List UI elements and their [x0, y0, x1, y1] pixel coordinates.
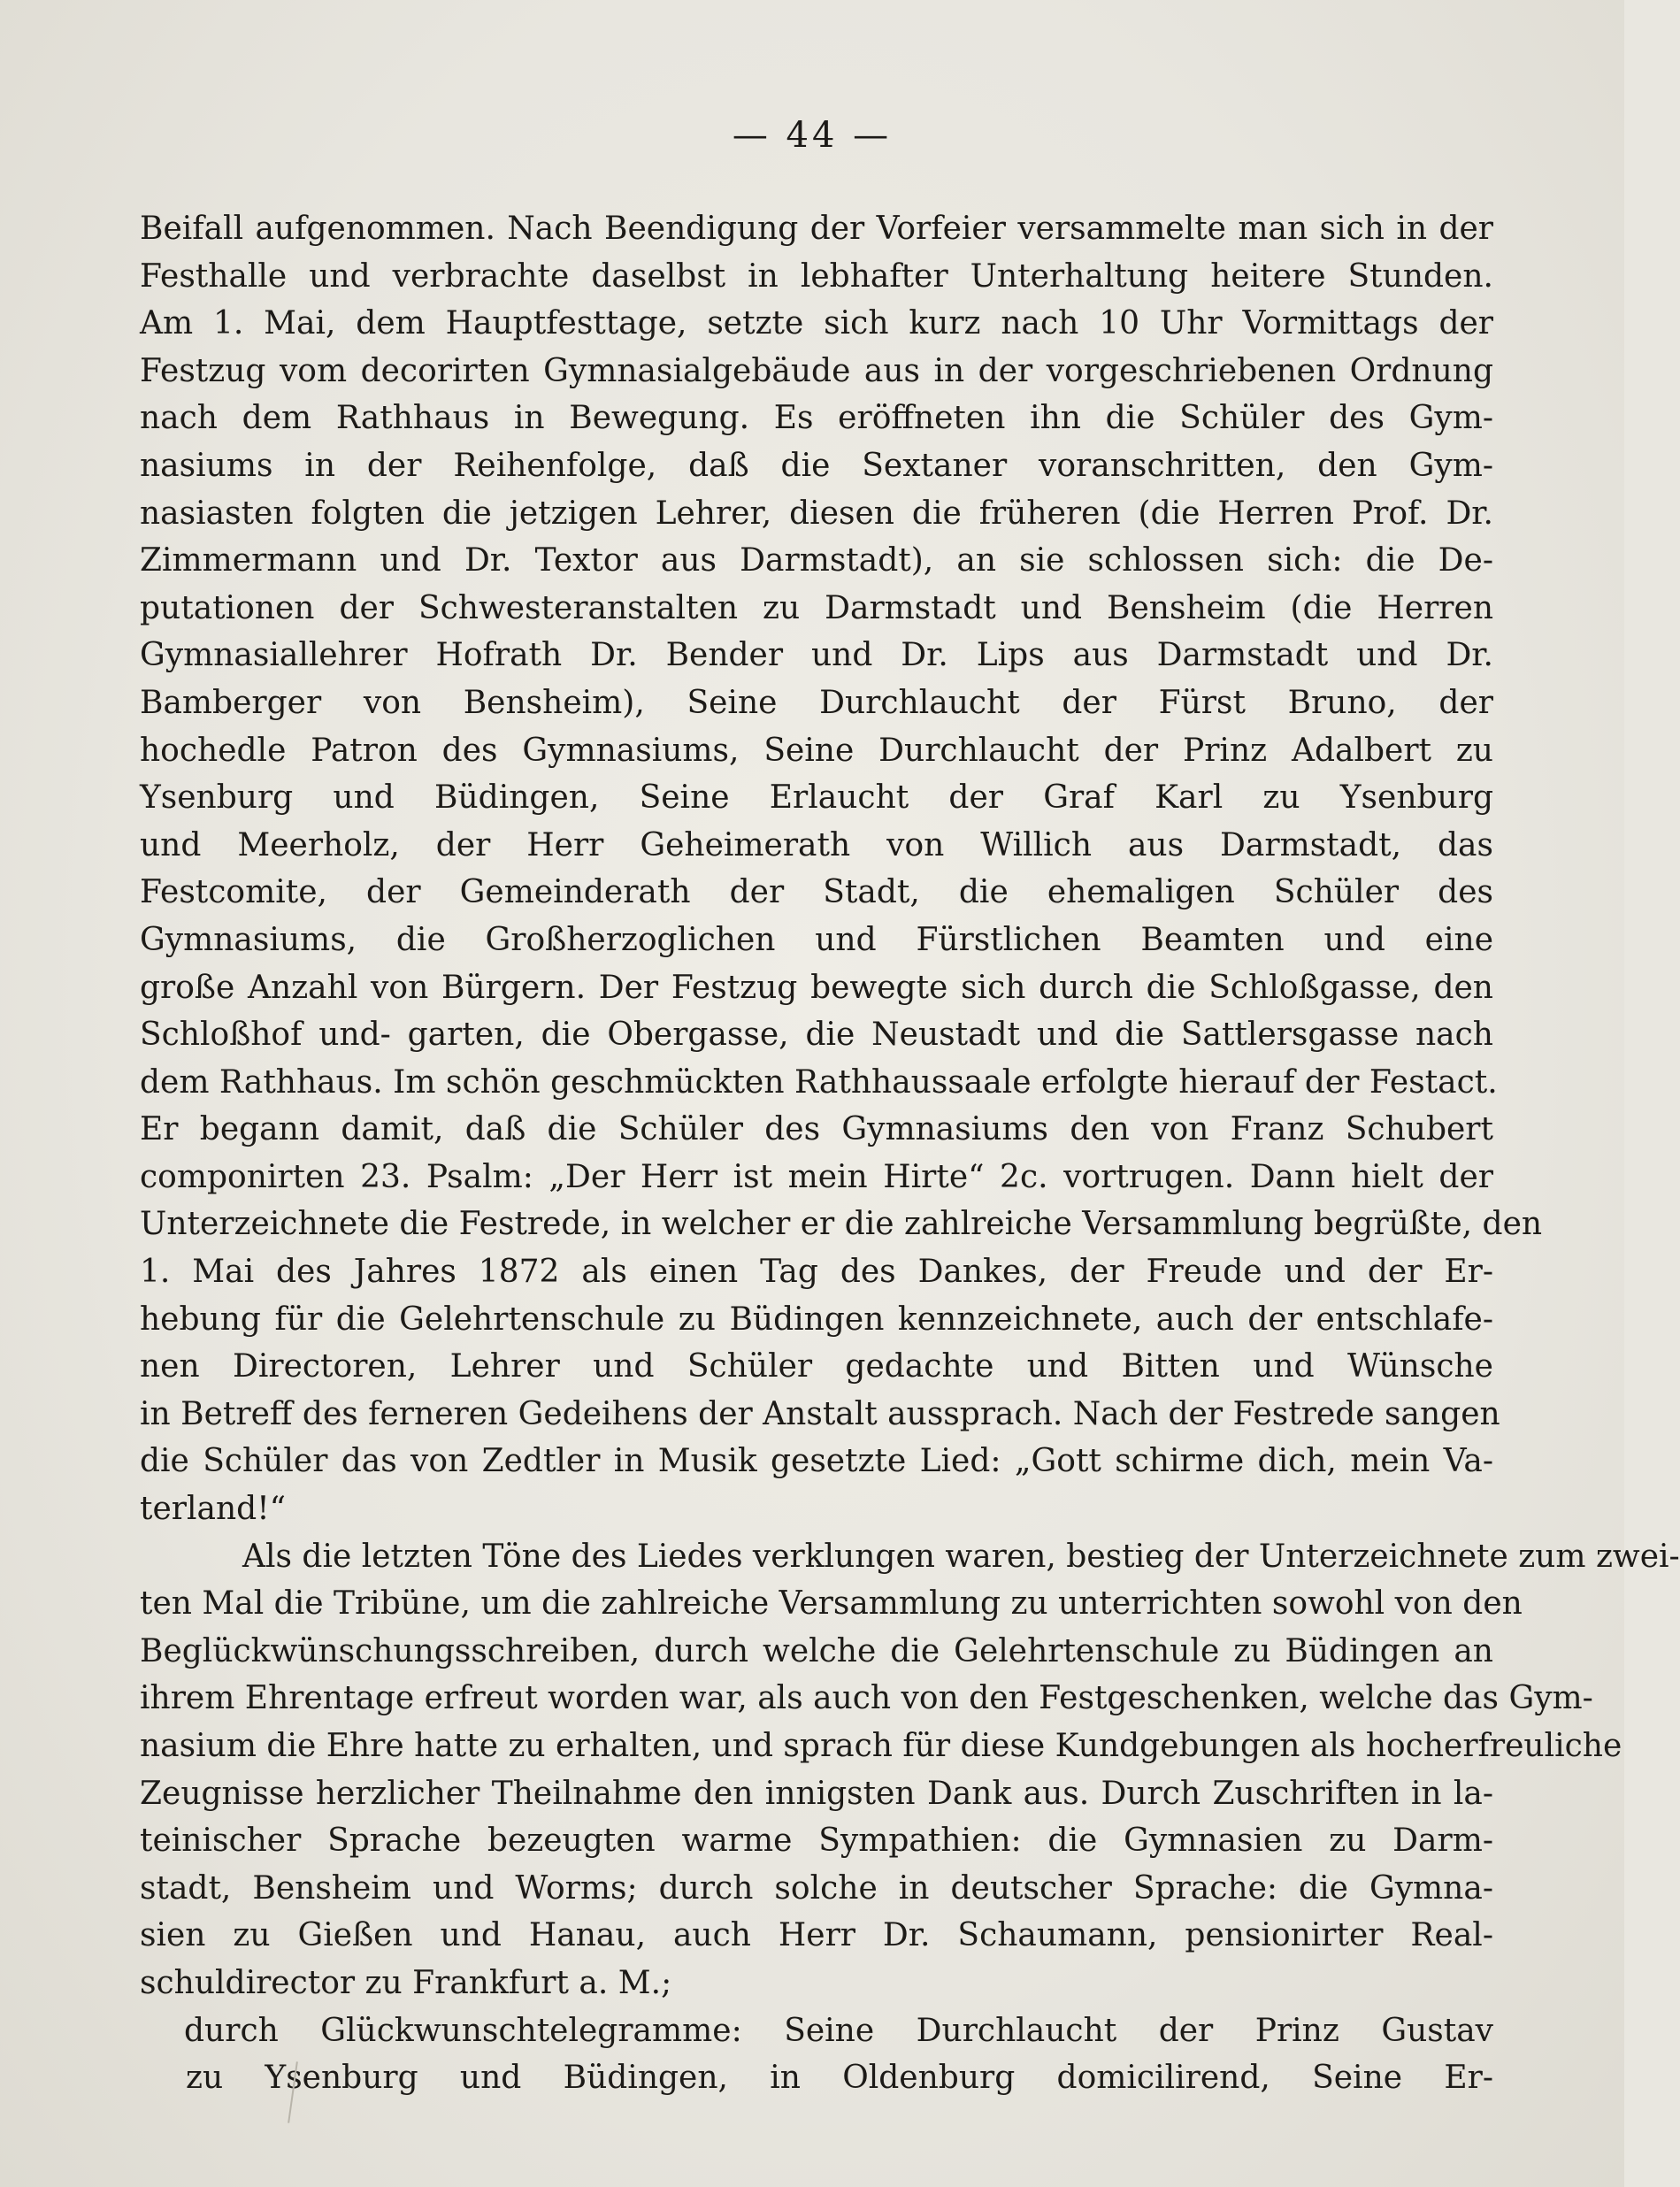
text-line: Zeugnisse herzlicher Theilnahme den innigsten Dank aus. Durch Zuschriften in la- [140, 1775, 1493, 1812]
text-line: die Schüler das von Zedtler in Musik gesetzte Lied: „Gott schirme dich, mein Va- [140, 1443, 1493, 1480]
body-text [140, 205, 1680, 2102]
text-line: Er begann damit, daß die Schüler des Gymnasiums den von Franz Schubert [140, 1111, 1493, 1148]
text-line: Beifall aufgenommen. Nach Beendigung der Vorfeier versammelte man sich in der [140, 211, 1493, 247]
page-number: — 44 — [732, 115, 893, 156]
text-line: in Betreff des ferneren Gedeihens der Anstalt aussprach. Nach der Festrede sangen [140, 1395, 1500, 1432]
text-line: nasium die Ehre hatte zu erhalten, und sprach für diese Kundgebungen als hocherfreuliche [140, 1728, 1622, 1764]
text-line: Ysenburg und Büdingen, Seine Erlaucht der Graf Karl zu Ysenburg [140, 779, 1493, 817]
text-line: terland!“ [140, 1491, 287, 1528]
paragraph-2 [140, 1533, 1680, 2007]
text-line: Festcomite, der Gemeinderath der Stadt, die ehemaligen Schüler des [140, 874, 1493, 911]
text-line: nen Directoren, Lehrer und Schüler gedachte und Bitten und Wünsche [140, 1348, 1493, 1385]
text-line: hochedle Patron des Gymnasiums, Seine Durchlaucht der Prinz Adalbert zu [140, 732, 1493, 769]
text-line: componirten 23. Psalm: „Der Herr ist mein Hirte“ 2c. vortrugen. Dann hielt der [140, 1158, 1493, 1195]
text-line: und Meerholz, der Herr Geheimerath von Willich aus Darmstadt, das [140, 826, 1493, 863]
text-line: Bamberger von Bensheim), Seine Durchlaucht der Fürst Bruno, der [140, 684, 1493, 721]
text-line: Unterzeichnete die Festrede, in welcher er die zahlreiche Versammlung begrüßte, den [140, 1206, 1543, 1243]
text-line: Festzug vom decorirten Gymnasialgebäude aus in der vorgeschriebenen Ordnung [140, 352, 1493, 389]
paragraph-3 [140, 2007, 1493, 2102]
text-line: hebung für die Gelehrtenschule zu Büdingen kennzeichnete, auch der entschlafe- [140, 1301, 1493, 1338]
text-line: Gymnasiums, die Großherzoglichen und Fürstlichen Beamten und eine [140, 921, 1493, 958]
text-line: zu Ysenburg und Büdingen, in Oldenburg domicilirend, Seine Er- [186, 2060, 1493, 2097]
text-line: nasiums in der Reihenfolge, daß die Sextaner voranschritten, den Gym- [140, 447, 1493, 484]
text-line: sien zu Gießen und Hanau, auch Herr Dr. Schaumann, pensionirter Real- [140, 1917, 1493, 1954]
text-line: dem Rathhaus. Im schön geschmückten Rathhaussaale erfolgte hierauf der Festact. [140, 1063, 1498, 1101]
text-line: ten Mal die Tribüne, um die zahlreiche Versammlung zu unterrichten sowohl von den [140, 1585, 1523, 1623]
text-line: große Anzahl von Bürgern. Der Festzug bewegte sich durch die Schloßgasse, den [140, 969, 1493, 1006]
text-line: Am 1. Mai, dem Hauptfesttage, setzte sich kurz nach 10 Uhr Vormittags der [140, 305, 1493, 342]
text-line: durch Glückwunschtelegramme: Seine Durchlaucht der Prinz Gustav [184, 2012, 1493, 2049]
text-line: schuldirector zu Frankfurt a. M.; [140, 1964, 672, 2001]
text-line: nach dem Rathhaus in Bewegung. Es eröffneten ihn die Schüler des Gym- [140, 400, 1493, 437]
text-line: Als die letzten Töne des Liedes verklungen waren, bestieg der Unterzeichnete zum zwei- [242, 1538, 1680, 1575]
text-line: Beglückwünschungsschreiben, durch welche die Gelehrtenschule zu Büdingen an [140, 1632, 1493, 1669]
text-line: Festhalle und verbrachte daselbst in lebhafter Unterhaltung heitere Stunden. [140, 257, 1493, 295]
text-line: putationen der Schwesteranstalten zu Darmstadt und Bensheim (die Herren [140, 589, 1493, 626]
text-line: ihrem Ehrentage erfreut worden war, als auch von den Festgeschenken, welche das Gym- [140, 1680, 1593, 1717]
text-line: Schloßhof und- garten, die Obergasse, die Neustadt und die Sattlersgasse nach [140, 1017, 1493, 1054]
text-line: nasiasten folgten die jetzigen Lehrer, diesen die früheren (die Herren Prof. Dr. [140, 495, 1493, 532]
text-line: Gymnasiallehrer Hofrath Dr. Bender und Dr. Lips aus Darmstadt und Dr. [140, 637, 1493, 674]
text-line: 1. Mai des Jahres 1872 als einen Tag des Dankes, der Freude und der Er- [140, 1254, 1493, 1291]
paragraph-1 [140, 205, 1543, 1533]
text-line: stadt, Bensheim und Worms; durch solche in deutscher Sprache: die Gymna- [140, 1869, 1493, 1907]
text-line: teinischer Sprache bezeugten warme Sympathien: die Gymnasien zu Darm- [140, 1822, 1493, 1860]
text-line: Zimmermann und Dr. Textor aus Darmstadt), an sie schlossen sich: die De- [140, 542, 1493, 579]
